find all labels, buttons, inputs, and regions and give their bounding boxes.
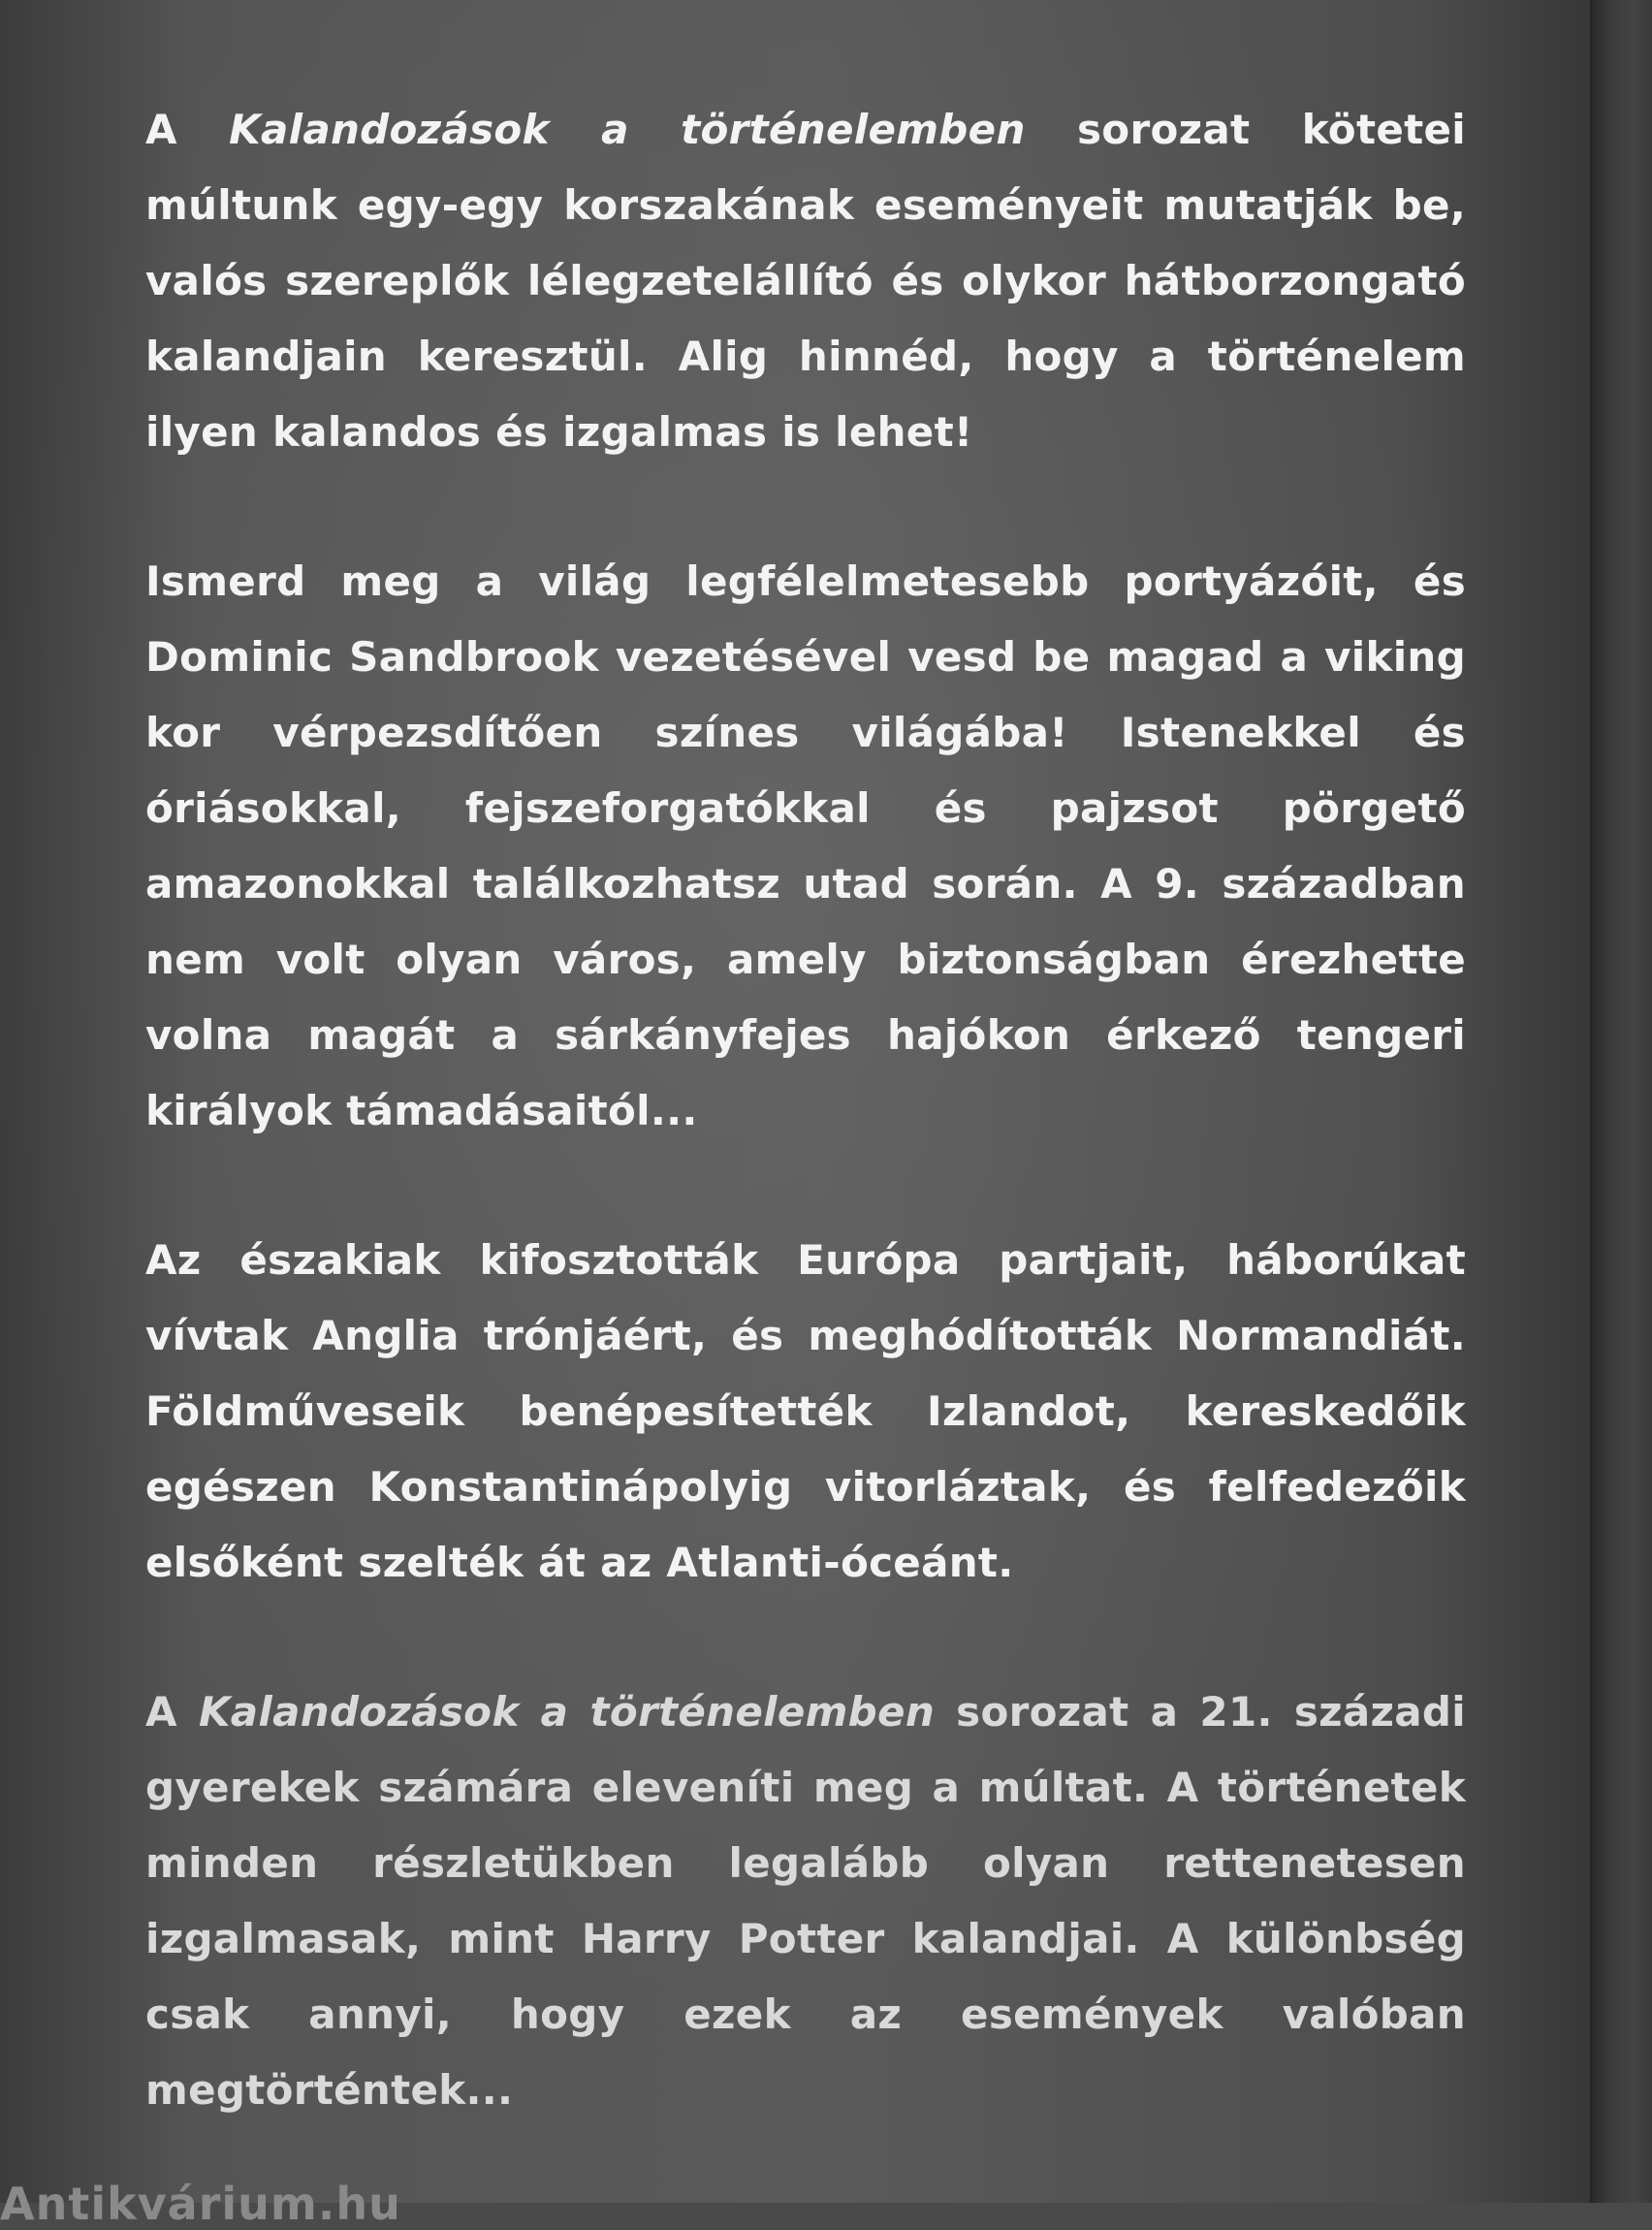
blurb-paragraph-vikings: Ismerd meg a világ legfélelmetesebb portyázóit, és Dominic Sandbrook vezetésével vesd be magad a viking kor vérpezsdítően színes világába! Istenekkel és óriásokkal, fejszeforgatókkal és pajzsot pörgető amazonokkal találkozhatsz utad során. A 9. században nem volt olyan város, amely biztonságban érezhette volna magát a sárkányfejes hajókon érkező tengeri királyok támadásaitól... [145, 558, 1466, 1134]
blurb-paragraph-intro [145, 92, 1466, 470]
blurb-paragraph-northmen: Az északiak kifosztották Európa partjait, háborúkat vívtak Anglia trónjáért, és meghódították Normandiát. Földművеseik benépesítették Izlandot, kereskedőik egészen Konstantinápolyig vitorláztak, és felfedezőik elsőként szelték át az Atlanti-óceánt. [145, 1236, 1466, 1586]
series-body: sorozat a 21. századi gyerekek számára eleveníti meg a múltat. A történetek minden részletükben legalább olyan rettenetesen izgalmasak, mint Harry Potter kalandjai. A különbség csak annyi, hogy ezek az események valóban megtörténtek... [145, 1688, 1466, 2114]
blurb-paragraph-series [145, 1674, 1466, 2128]
series-title: Kalandozások a történelemben [229, 106, 1026, 153]
series-title-repeat: Kalandozások a történelemben [198, 1688, 936, 1736]
book-spine-edge [1590, 0, 1652, 2203]
series-prefix: A [145, 1688, 199, 1736]
blurb-text-column [145, 92, 1466, 2202]
antikvarium-watermark: Antikvárium.hu [0, 2178, 401, 2230]
intro-body: sorozat kötetei múltunk egy-egy korszakának eseményeit mutatják be, valós szereplők lélegzetelállító és olykor hátborzongató kalandjain keresztül. Alig hinnéd, hogy a történelem ilyen kalandos és izgalmas is lehet! [145, 106, 1466, 456]
intro-prefix: A [145, 106, 230, 153]
